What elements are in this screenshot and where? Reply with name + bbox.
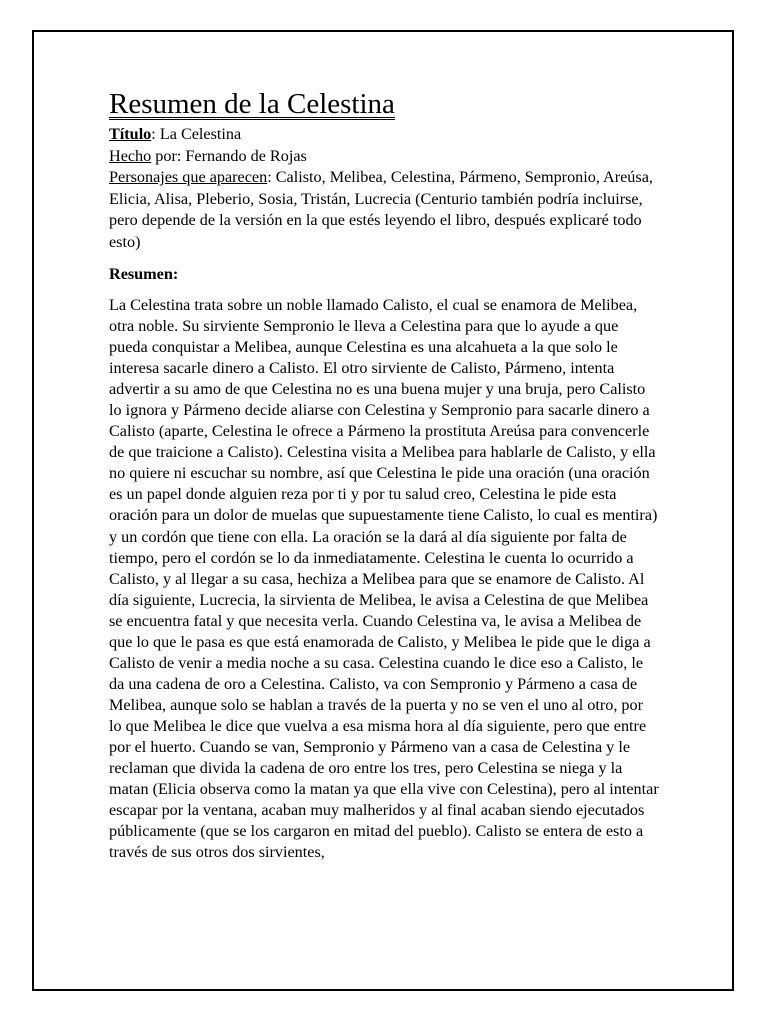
meta-title-label: Título (109, 125, 152, 143)
meta-author-value: por: Fernando de Rojas (151, 146, 307, 165)
summary-heading: Resumen: (109, 265, 179, 283)
meta-author-line (109, 146, 659, 168)
document-content (109, 86, 659, 863)
document-title: Resumen de la Celestina (109, 88, 395, 120)
summary-body: La Celestina trata sobre un noble llamado Calisto, el cual se enamora de Melibea, otra noble. Su sirviente Sempronio le lleva a Celestina para que lo ayude a que pueda conquistar a Melibea, aunque Celestina es una alcahueta a la que solo le interesa sacarle dinero a Calisto. El otro sirviente de Calisto, Pármeno, intenta advertir a su amo de que Celestina no es una buena mujer y una bruja, pero Calisto lo ignora y Pármeno decide aliarse con Celestina y Sempronio para sacarle dinero a Calisto (aparte, Celestina le ofrece a Pármeno la prostituta Areúsa para convencerle de que traicione a Calisto). Celestina visita a Melibea para hablarle de Calisto, y ella no quiere ni escuchar su nombre, así que Celestina le pide una oración (una oración es un papel donde alguien reza por ti y por tu salud creo, Celestina le pide esta oración para un dolor de muelas que supuestamente tiene Calisto, lo cual es mentira) y un cordón que tiene con ella. La oración se la dará al día siguiente por falta de tiempo, pero el cordón se lo da inmediatamente. Celestina le cuenta lo ocurrido a Calisto, y al llegar a su casa, hechiza a Melibea para que se enamore de Calisto. Al día siguiente, Lucrecia, la sirvienta de Melibea, le avisa a Celestina de que Melibea se encuentra fatal y que necesita verla. Cuando Celestina va, le avisa a Melibea de que lo que le pasa es que está enamorada de Calisto, y Melibea le pide que le diga a Calisto de venir a media noche a su casa. Celestina cuando le dice eso a Calisto, le da una cadena de oro a Celestina. Calisto, va con Sempronio y Pármeno a casa de Melibea, aunque solo se hablan a través de la puerta y no se ven el uno al otro, por lo que Melibea le dice que vuelva a esa misma hora al día siguiente, pero que entre por el huerto. Cuando se van, Sempronio y Pármeno van a casa de Celestina y le reclaman que divida la cadena de oro entre los tres, pero Celestina se niega y la matan (Elicia observa como la matan ya que ella vive con Celestina), pero al intentar escapar por la ventana, acaban muy malheridos y al final acaban siendo ejecutados públicamente (que se los cargaron en mitad del pueblo). Calisto se entera de esto a través de sus otros dos sirvientes, (109, 296, 659, 862)
meta-characters-label: Personajes que aparecen (109, 168, 268, 186)
meta-author-label: Hecho (109, 146, 152, 165)
meta-title-line (109, 124, 659, 146)
meta-title-value: : La Celestina (151, 125, 242, 143)
meta-characters-line (109, 167, 659, 253)
document-meta (109, 124, 659, 253)
meta-characters-value: : Calisto, Melibea, Celestina, Pármeno, Sempronio, Areúsa, Elicia, Alisa, Pleberio, Sosia, Tristán, Lucrecia (Centurio también podría incluirse, pero depende de la versión en la que estés leyendo el libro, después explicaré todo esto) (109, 168, 653, 251)
